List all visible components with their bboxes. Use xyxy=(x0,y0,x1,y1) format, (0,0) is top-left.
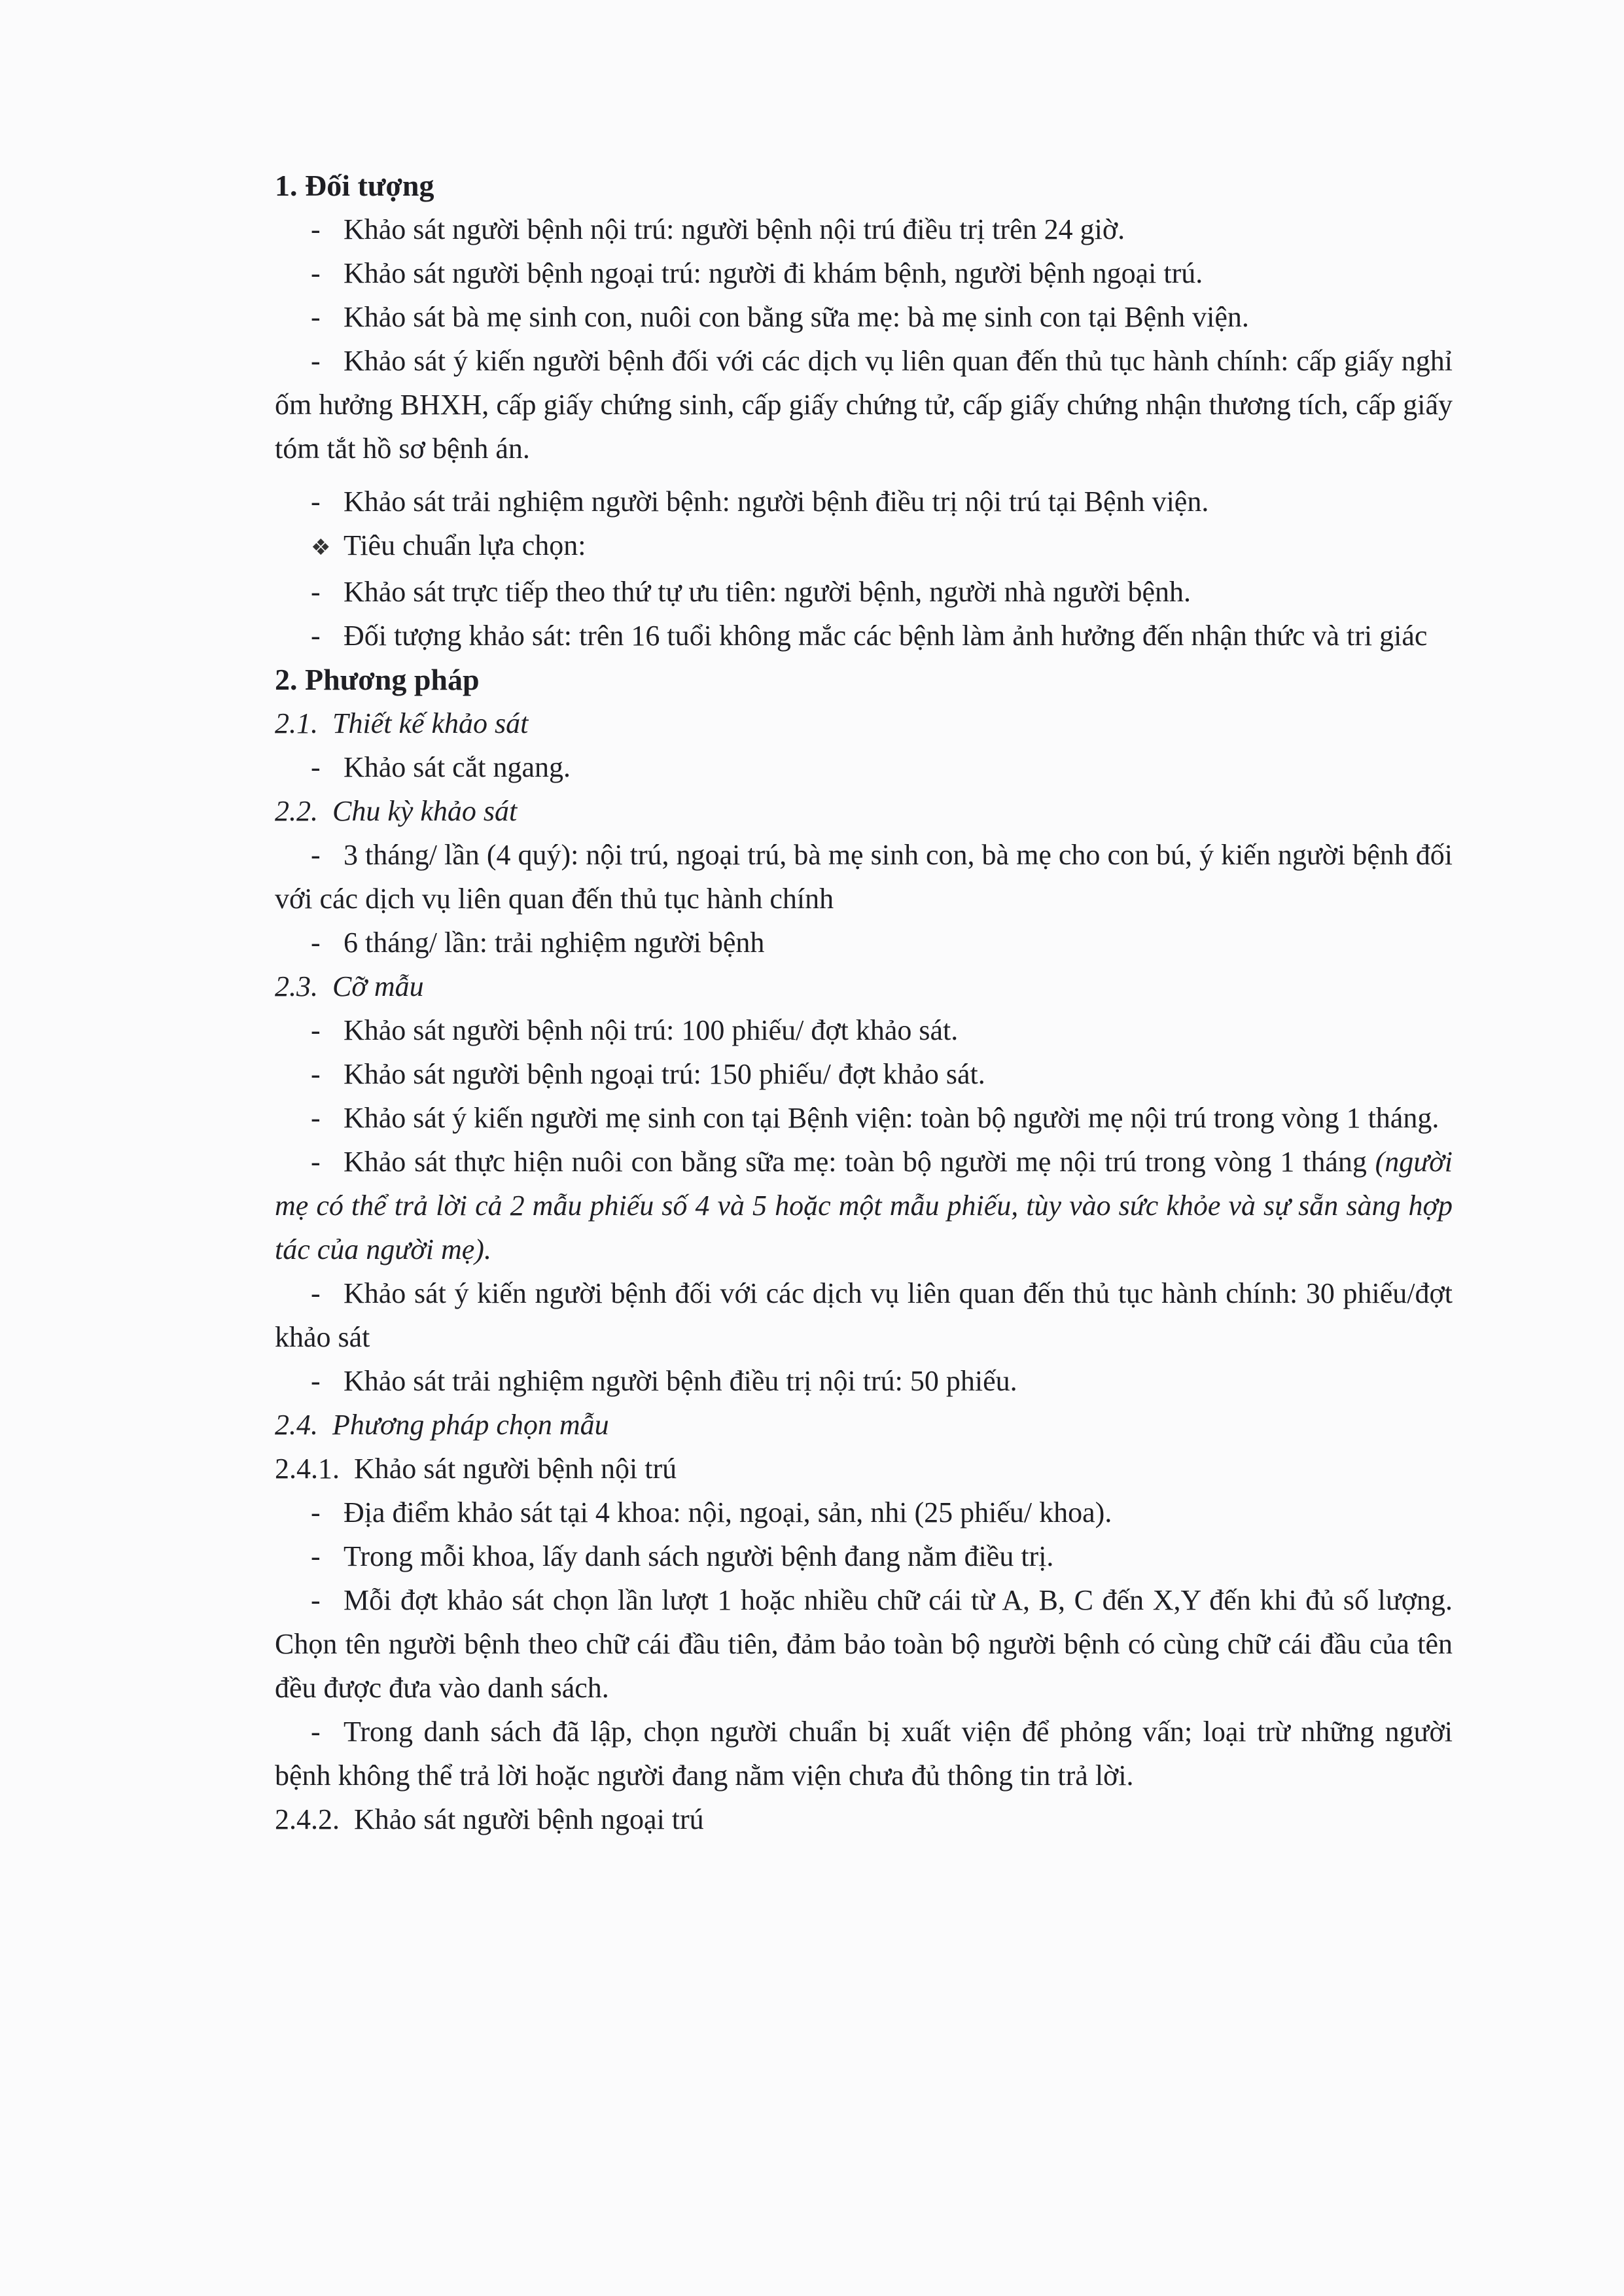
list-item: - Mỗi đợt khảo sát chọn lần lượt 1 hoặc nhiều chữ cái từ A, B, C đến X,Y đến khi đủ số lượng. Chọn tên người bệnh theo chữ cái đầu tiên, đảm bảo toàn bộ người bệnh có cùng chữ cái đầu của tên đều được đưa vào danh sách. xyxy=(275,1584,1453,1704)
subsection-heading-thiet-ke: 2.1. Thiết kế khảo sát xyxy=(275,707,529,739)
section-heading-doi-tuong: 1. Đối tượng xyxy=(275,169,434,202)
list-item: - Trong danh sách đã lập, chọn người chuẩn bị xuất viện để phỏng vấn; loại trừ những người bệnh không thể trả lời hoặc người đang nằm viện chưa đủ thông tin trả lời. xyxy=(275,1716,1453,1792)
subsection-heading-phuong-phap-chon-mau: 2.4. Phương pháp chọn mẫu xyxy=(275,1409,609,1441)
diamond-bullet-icon: ❖ xyxy=(311,536,331,560)
document-body xyxy=(275,164,1453,1841)
list-item: - Địa điểm khảo sát tại 4 khoa: nội, ngoại, sản, nhi (25 phiếu/ khoa). xyxy=(311,1496,1112,1528)
list-item: - 6 tháng/ lần: trải nghiệm người bệnh xyxy=(311,927,765,959)
list-item: - Khảo sát ý kiến người bệnh đối với các dịch vụ liên quan đến thủ tục hành chính: 30 phiếu/đợt khảo sát xyxy=(275,1277,1453,1353)
list-item: - 3 tháng/ lần (4 quý): nội trú, ngoại trú, bà mẹ sinh con, bà mẹ cho con bú, ý kiến người bệnh đối với các dịch vụ liên quan đến thủ tục hành chính xyxy=(275,839,1453,915)
subsection-heading-co-mau: 2.3. Cỡ mẫu xyxy=(275,970,424,1002)
list-item: - Khảo sát người bệnh nội trú: người bệnh nội trú điều trị trên 24 giờ. xyxy=(311,213,1125,245)
list-item: - Khảo sát cắt ngang. xyxy=(311,751,571,783)
list-item: - Khảo sát người bệnh ngoại trú: 150 phiếu/ đợt khảo sát. xyxy=(311,1058,985,1090)
list-item: - Khảo sát trực tiếp theo thứ tự ưu tiên: người bệnh, người nhà người bệnh. xyxy=(311,576,1191,608)
list-item: - Khảo sát người bệnh nội trú: 100 phiếu/ đợt khảo sát. xyxy=(311,1014,959,1046)
list-item: - Khảo sát bà mẹ sinh con, nuôi con bằng sữa mẹ: bà mẹ sinh con tại Bệnh viện. xyxy=(311,301,1249,333)
criteria-heading: ❖ Tiêu chuẩn lựa chọn: xyxy=(275,523,1453,570)
section-heading-phuong-phap: 2. Phương pháp xyxy=(275,663,480,696)
list-item: - Khảo sát ý kiến người bệnh đối với các dịch vụ liên quan đến thủ tục hành chính: cấp giấy nghỉ ốm hưởng BHXH, cấp giấy chứng sinh, cấp giấy chứng tử, cấp giấy chứng nhận thương tích, cấp giấy tóm tắt hồ sơ bệnh án. xyxy=(275,345,1453,465)
subsection-heading-chu-ky: 2.2. Chu kỳ khảo sát xyxy=(275,795,518,827)
list-item: - Khảo sát ý kiến người mẹ sinh con tại Bệnh viện: toàn bộ người mẹ nội trú trong vòng 1 tháng. xyxy=(311,1102,1439,1134)
list-item: - Khảo sát trải nghiệm người bệnh: người bệnh điều trị nội trú tại Bệnh viện. xyxy=(311,486,1209,518)
list-item: - Khảo sát thực hiện nuôi con bằng sữa mẹ: toàn bộ người mẹ nội trú trong vòng 1 tháng (người mẹ có thể trả lời cả 2 mẫu phiếu số 4 và 5 hoặc một mẫu phiếu, tùy vào sức khỏe và sự sẵn sàng hợp tác của người mẹ). xyxy=(275,1146,1453,1265)
list-item: - Khảo sát người bệnh ngoại trú: người đi khám bệnh, người bệnh ngoại trú. xyxy=(311,257,1203,289)
list-item: - Đối tượng khảo sát: trên 16 tuổi không mắc các bệnh làm ảnh hưởng đến nhận thức và tri giác xyxy=(311,620,1428,652)
subsection-heading-ngoai-tru: 2.4.2. Khảo sát người bệnh ngoại trú xyxy=(275,1803,704,1835)
subsection-heading-noi-tru: 2.4.1. Khảo sát người bệnh nội trú xyxy=(275,1453,677,1485)
list-item: - Khảo sát trải nghiệm người bệnh điều trị nội trú: 50 phiếu. xyxy=(311,1365,1017,1397)
list-item: - Trong mỗi khoa, lấy danh sách người bệnh đang nằm điều trị. xyxy=(311,1540,1054,1572)
